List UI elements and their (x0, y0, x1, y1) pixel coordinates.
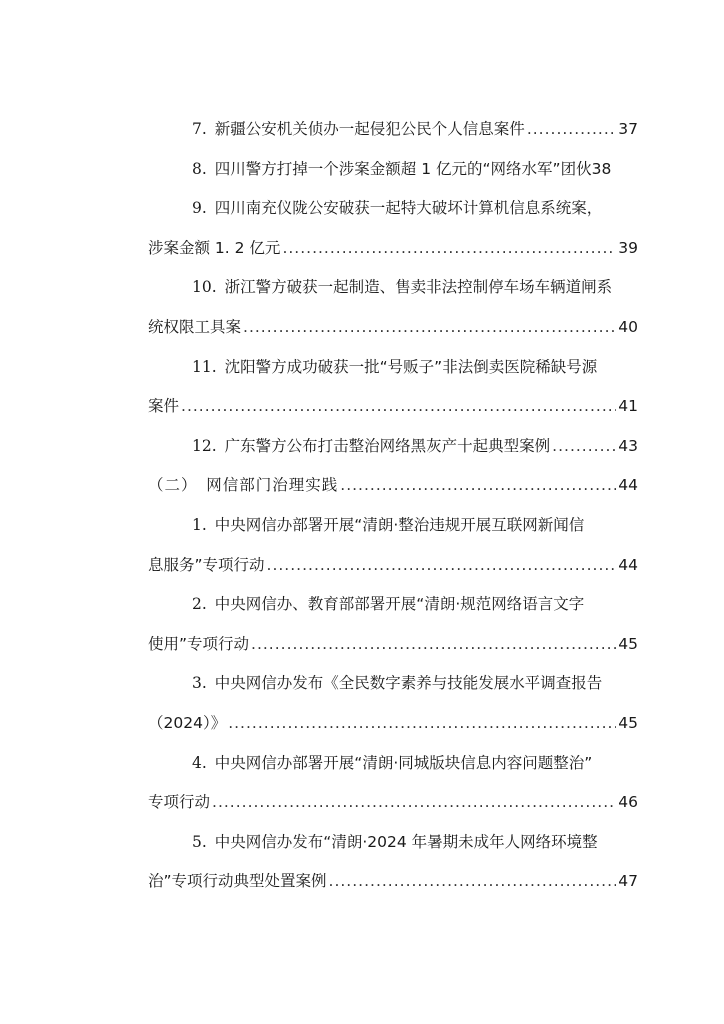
leader-dots (329, 862, 617, 902)
toc-entry-title: 中央网信办发布“清朗·2024 年暑期未成年人网络环境整 (214, 832, 598, 851)
toc-entry-title-continuation: 统权限工具案 (148, 317, 242, 336)
toc-page-number: 43 (618, 436, 638, 455)
toc-entry-title: 四川南充仪陇公安破获一起特大破坏计算机信息系统案， (214, 199, 603, 218)
leader-dots (267, 546, 617, 586)
toc-page-number: 47 (618, 872, 638, 891)
leader-dots (251, 625, 616, 665)
table-of-contents (148, 110, 638, 902)
toc-entry-title-continuation: 使用”专项行动 (148, 634, 250, 653)
toc-entry-title-continuation: 息服务”专项行动 (148, 555, 265, 574)
toc-entry-title: 中央网信办、教育部部署开展“清朗·规范网络语言文字 (214, 595, 585, 614)
toc-entry-number: 12. (192, 436, 217, 455)
toc-entry-1[interactable] (148, 506, 638, 546)
toc-entry-number: 5. (192, 832, 207, 851)
toc-page-number: 40 (618, 317, 638, 336)
toc-entry-number: 8. (192, 159, 207, 178)
toc-entry-10[interactable] (148, 268, 638, 308)
toc-entry-3[interactable] (148, 664, 638, 704)
leader-dots (552, 427, 616, 467)
leader-dots (282, 229, 616, 269)
toc-entry-2[interactable] (148, 585, 638, 625)
toc-entry-title-continuation: 专项行动 (148, 793, 211, 812)
toc-entry-title: 沈阳警方成功破获一批“号贩子”非法倒卖医院稀缺号源 (224, 357, 598, 376)
toc-entry-8[interactable] (148, 150, 638, 190)
toc-entry-number: 2. (192, 595, 207, 614)
leader-dots (243, 308, 616, 348)
toc-page-number: 45 (618, 634, 638, 653)
toc-entry-title-continuation: （2024）》 (148, 713, 227, 732)
toc-page-number: 37 (618, 120, 638, 138)
leader-dots (340, 466, 616, 506)
toc-entry-title: 浙江警方破获一起制造、售卖非法控制停车场车辆道闸系 (224, 278, 613, 297)
leader-dots (228, 704, 616, 744)
toc-entry-title-continuation: 涉案金额 1. 2 亿元 (148, 238, 281, 257)
toc-entry-10-continuation[interactable] (148, 308, 638, 348)
toc-entry-4[interactable] (148, 744, 638, 784)
toc-entry-title: 广东警方公布打击整治网络黑灰产十起典型案例 (224, 436, 551, 455)
toc-entry-1-continuation[interactable] (148, 546, 638, 586)
toc-entry-number: 3. (192, 674, 207, 693)
toc-entry-2-continuation[interactable] (148, 625, 638, 665)
toc-section-heading[interactable] (148, 466, 638, 506)
toc-entry-4-continuation[interactable] (148, 783, 638, 823)
toc-entry-number: 9. (192, 199, 207, 218)
toc-page-number: 45 (618, 713, 638, 732)
toc-entry-11[interactable] (148, 348, 638, 388)
toc-entry-number: 1. (192, 515, 207, 534)
toc-entry-number: 11. (192, 357, 217, 376)
toc-entry-title-continuation: 治”专项行动典型处置案例 (148, 872, 327, 891)
toc-entry-5-continuation[interactable] (148, 862, 638, 902)
toc-entry-title: 中央网信办部署开展“清朗·整治违规开展互联网新闻信 (214, 515, 585, 534)
toc-page-number: 38 (591, 159, 612, 178)
toc-entry-title: 四川警方打掉一个涉案金额超 1 亿元的“网络水军”团伙 (214, 159, 592, 178)
toc-entry-3-continuation[interactable] (148, 704, 638, 744)
toc-entry-9-continuation[interactable] (148, 229, 638, 269)
leader-dots (527, 110, 616, 150)
toc-section-title: （二） 网信部门治理实践 (148, 476, 339, 495)
toc-page-number: 46 (618, 793, 638, 812)
toc-entry-11-continuation[interactable] (148, 387, 638, 427)
toc-entry-title: 中央网信办部署开展“清朗·同城版块信息内容问题整治” (214, 753, 593, 772)
leader-dots (212, 783, 616, 823)
toc-page-number: 44 (618, 555, 638, 574)
toc-entry-number: 10. (192, 278, 217, 297)
toc-page-number: 44 (618, 476, 638, 495)
toc-entry-title-continuation: 案件 (148, 397, 180, 416)
toc-entry-title: 中央网信办发布《全民数字素养与技能发展水平调查报告 (214, 674, 603, 693)
toc-entry-number: 7. (192, 120, 207, 138)
toc-entry-5[interactable] (148, 823, 638, 863)
toc-page-number: 41 (618, 397, 638, 416)
toc-page-number: 39 (618, 238, 638, 257)
toc-entry-7[interactable] (148, 110, 638, 150)
toc-entry-12[interactable] (148, 427, 638, 467)
leader-dots (181, 387, 616, 427)
toc-entry-number: 4. (192, 753, 207, 772)
toc-entry-title: 新疆公安机关侦办一起侵犯公民个人信息案件 (214, 120, 525, 138)
toc-entry-9[interactable] (148, 189, 638, 229)
